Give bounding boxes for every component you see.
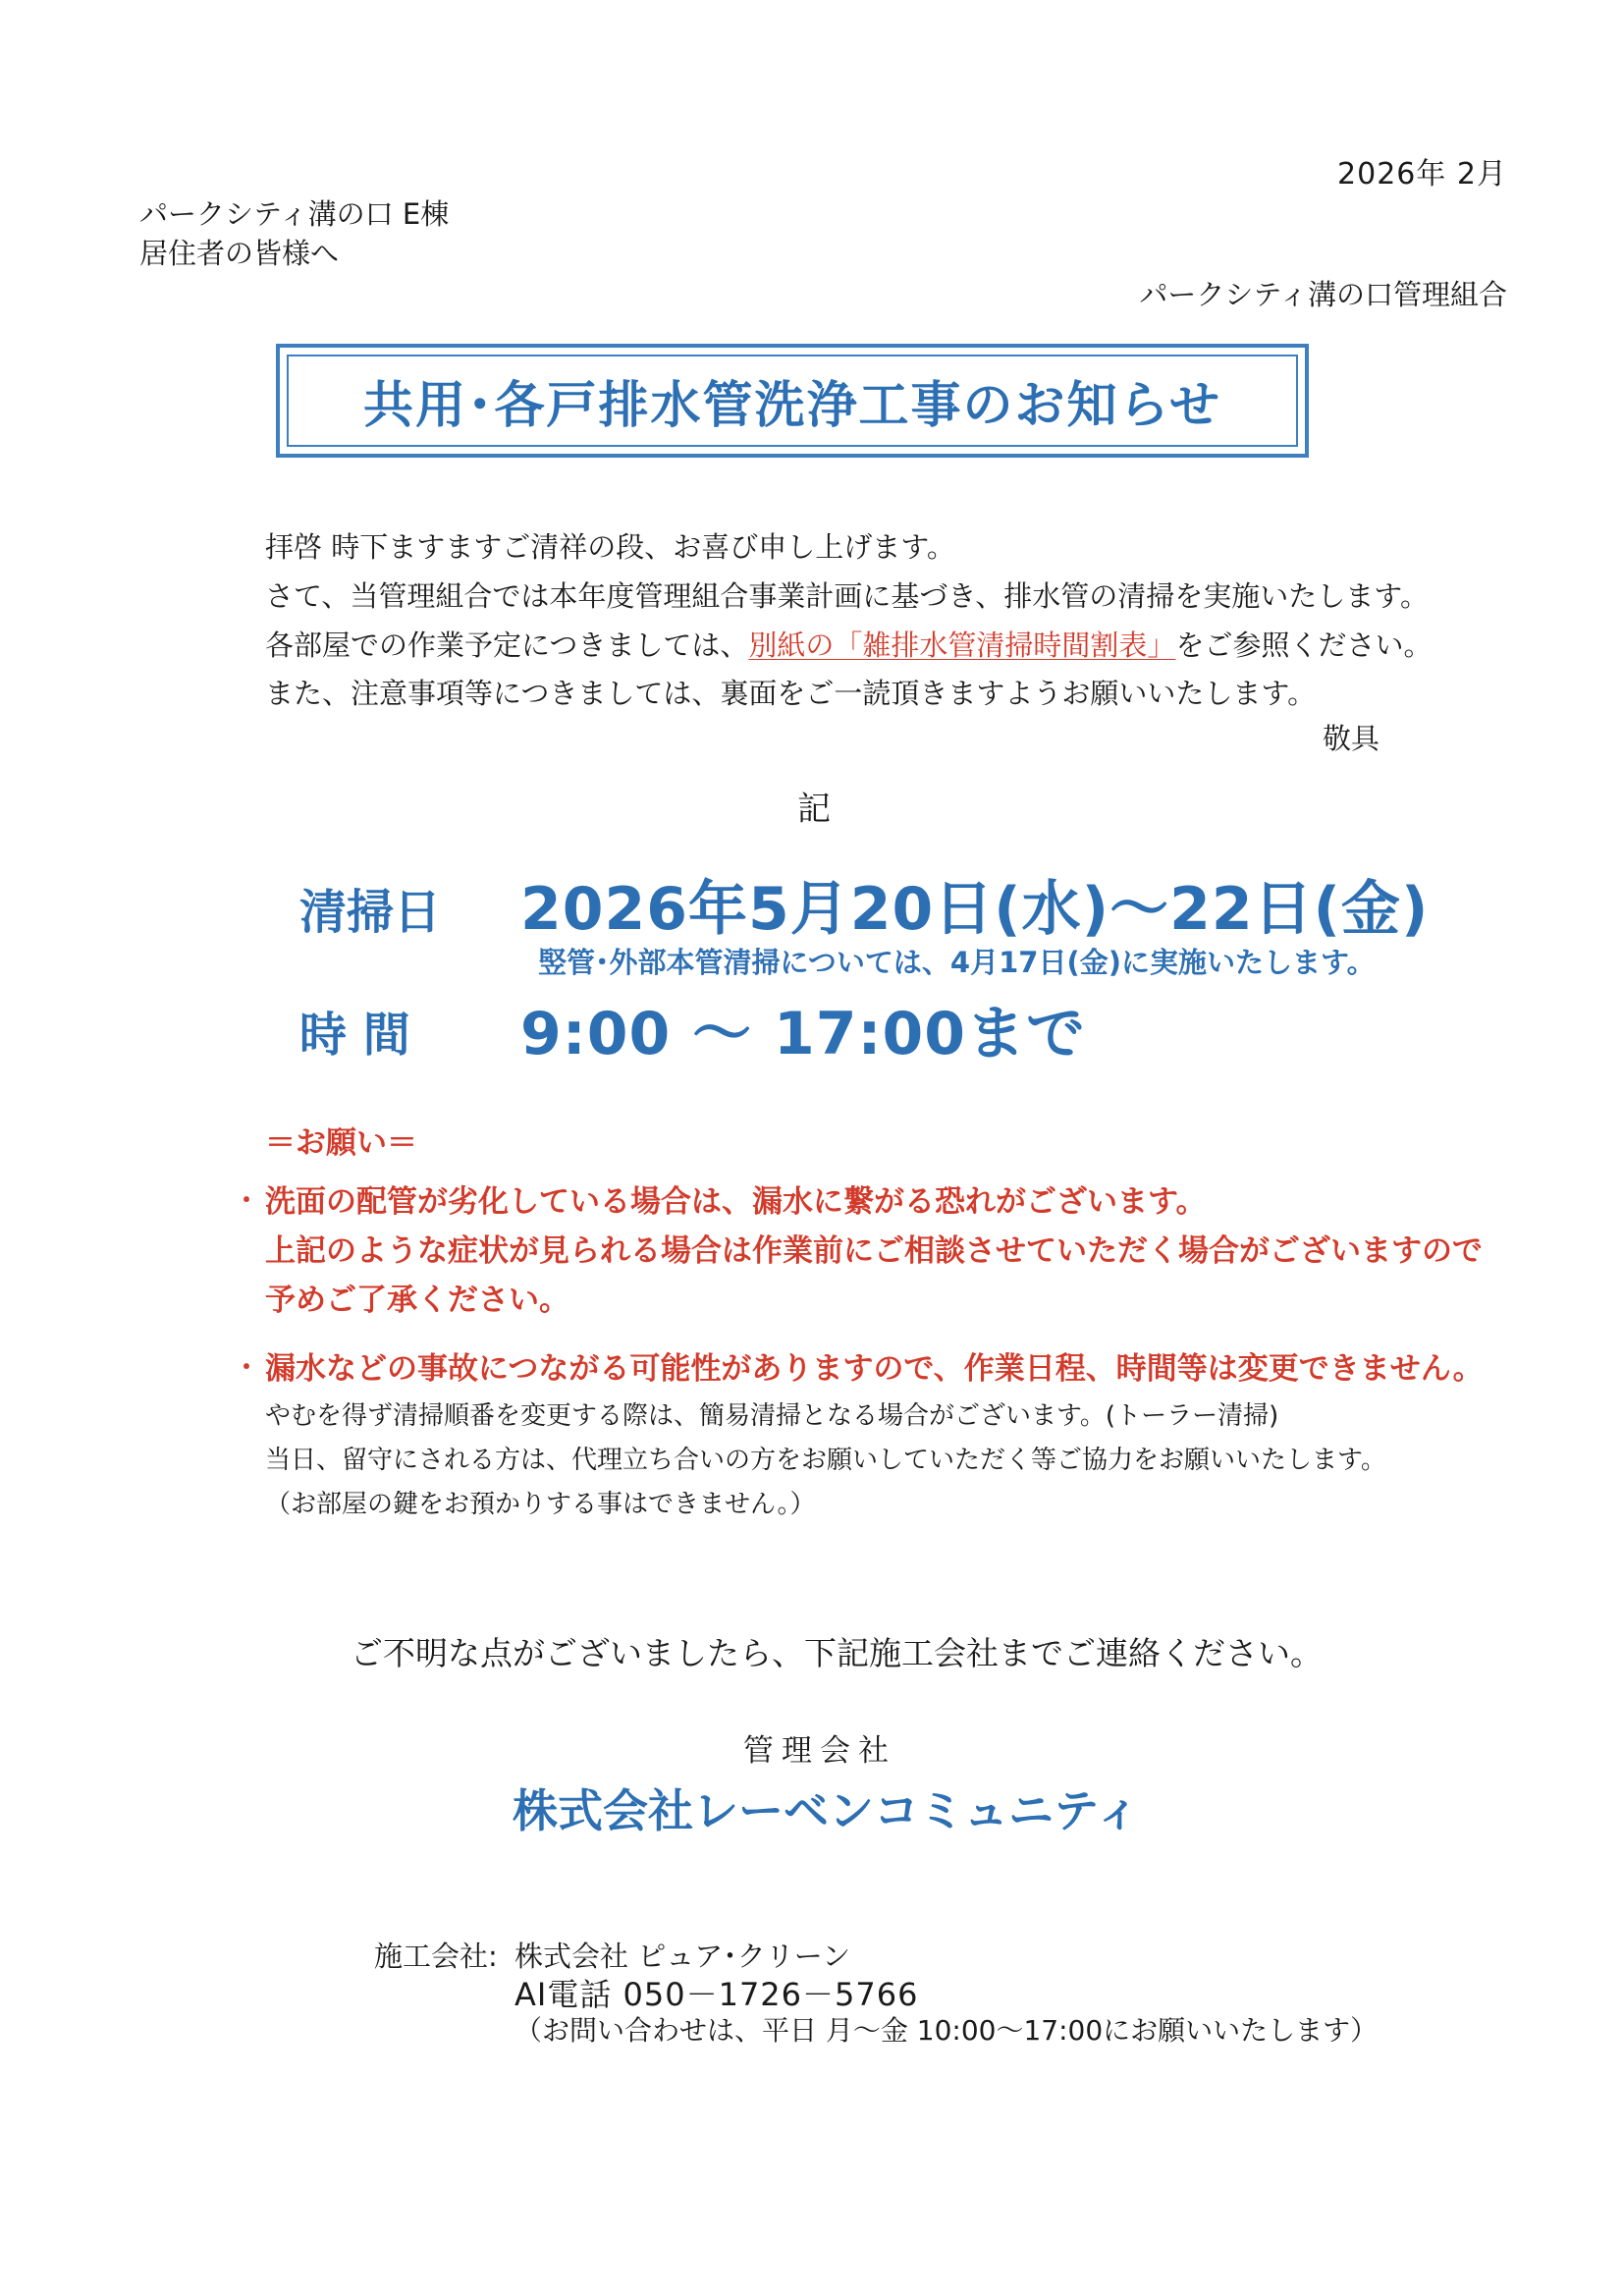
request-1-line-1: 洗面の配管が劣化している場合は、漏水に繋がる恐れがございます。 [265, 1184, 1207, 1220]
time-value: 9:00 ～ 17:00まで [520, 1000, 1087, 1068]
recipient-building: パークシティ溝の口 E棟 [139, 197, 450, 231]
intro-line-4: また、注意事項等につきましては、裏面をご一読頂きますようお願いいたします。 [265, 677, 1317, 710]
contact-message: ご不明な点がございましたら、下記施工会社までご連絡ください。 [351, 1634, 1323, 1672]
request-1-line-3: 予めご了承ください。 [265, 1283, 569, 1318]
management-company-name: 株式会社レーベンコミュニティ [513, 1784, 1141, 1837]
request-1-line-2: 上記のような症状が見られる場合は作業前にご相談させていただく場合がございますので [265, 1233, 1483, 1269]
contractor-name: 株式会社 ピュア･クリーン [514, 1940, 851, 1973]
cleaning-date-note: 竪管･外部本管清掃については、4月17日(金)に実施いたします。 [538, 946, 1376, 979]
ki-heading: 記 [797, 790, 831, 829]
request-2-line-4: （お部屋の鍵をお預かりする事はできません。） [265, 1490, 816, 1519]
contractor-label: 施工会社: [374, 1940, 498, 1973]
bullet-2: ・ [234, 1353, 260, 1383]
recipient-residents: 居住者の皆様へ [139, 237, 340, 270]
timetable-reference: 別紙の「雑排水管清掃時間割表」 [748, 629, 1176, 662]
cleaning-date-value: 2026年5月20日(水)～22日(金) [520, 875, 1430, 944]
notice-title: 共用･各戸排水管洗浄工事のお知らせ [363, 377, 1221, 435]
request-2-line-3: 当日、留守にされる方は、代理立ち合いの方をお願いしていただく等ご協力をお願いいたします。 [265, 1446, 1386, 1475]
management-label: 管理会社 [743, 1733, 896, 1769]
contractor-hours: （お問い合わせは、平日 月～金 10:00～17:00にお願いいたします） [514, 2014, 1379, 2047]
intro-line-3-after: をご参照ください。 [1175, 629, 1433, 662]
title-inner-frame [287, 355, 1298, 447]
cleaning-date-label: 清掃日 [299, 885, 442, 940]
requests-heading: ＝お願い＝ [265, 1125, 417, 1161]
intro-line-1: 拝啓 時下ますますご清祥の段、お喜び申し上げます。 [265, 530, 955, 564]
intro-line-2: さて、当管理組合では本年度管理組合事業計画に基づき、排水管の清掃を実施いたします。 [265, 579, 1429, 613]
sender-association: パークシティ溝の口管理組合 [1139, 278, 1507, 311]
intro-line-3-before: 各部屋での作業予定につきましては、 [265, 629, 749, 662]
title-box [276, 344, 1309, 458]
contractor-phone: AI電話 050－1726－5766 [514, 1976, 919, 2013]
bullet-1: ・ [234, 1186, 260, 1216]
time-label: 時 間 [299, 1008, 410, 1063]
intro-line-3 [265, 624, 1432, 664]
closing-phrase: 敬具 [1322, 722, 1380, 755]
issue-date: 2026年 2月 [1337, 157, 1507, 191]
request-2-line-2: やむを得ず清掃順番を変更する際は、簡易清掃となる場合がございます。(トーラー清掃) [265, 1401, 1279, 1431]
request-2-line-1: 漏水などの事故につながる可能性がありますので、作業日程、時間等は変更できません。 [265, 1351, 1484, 1387]
